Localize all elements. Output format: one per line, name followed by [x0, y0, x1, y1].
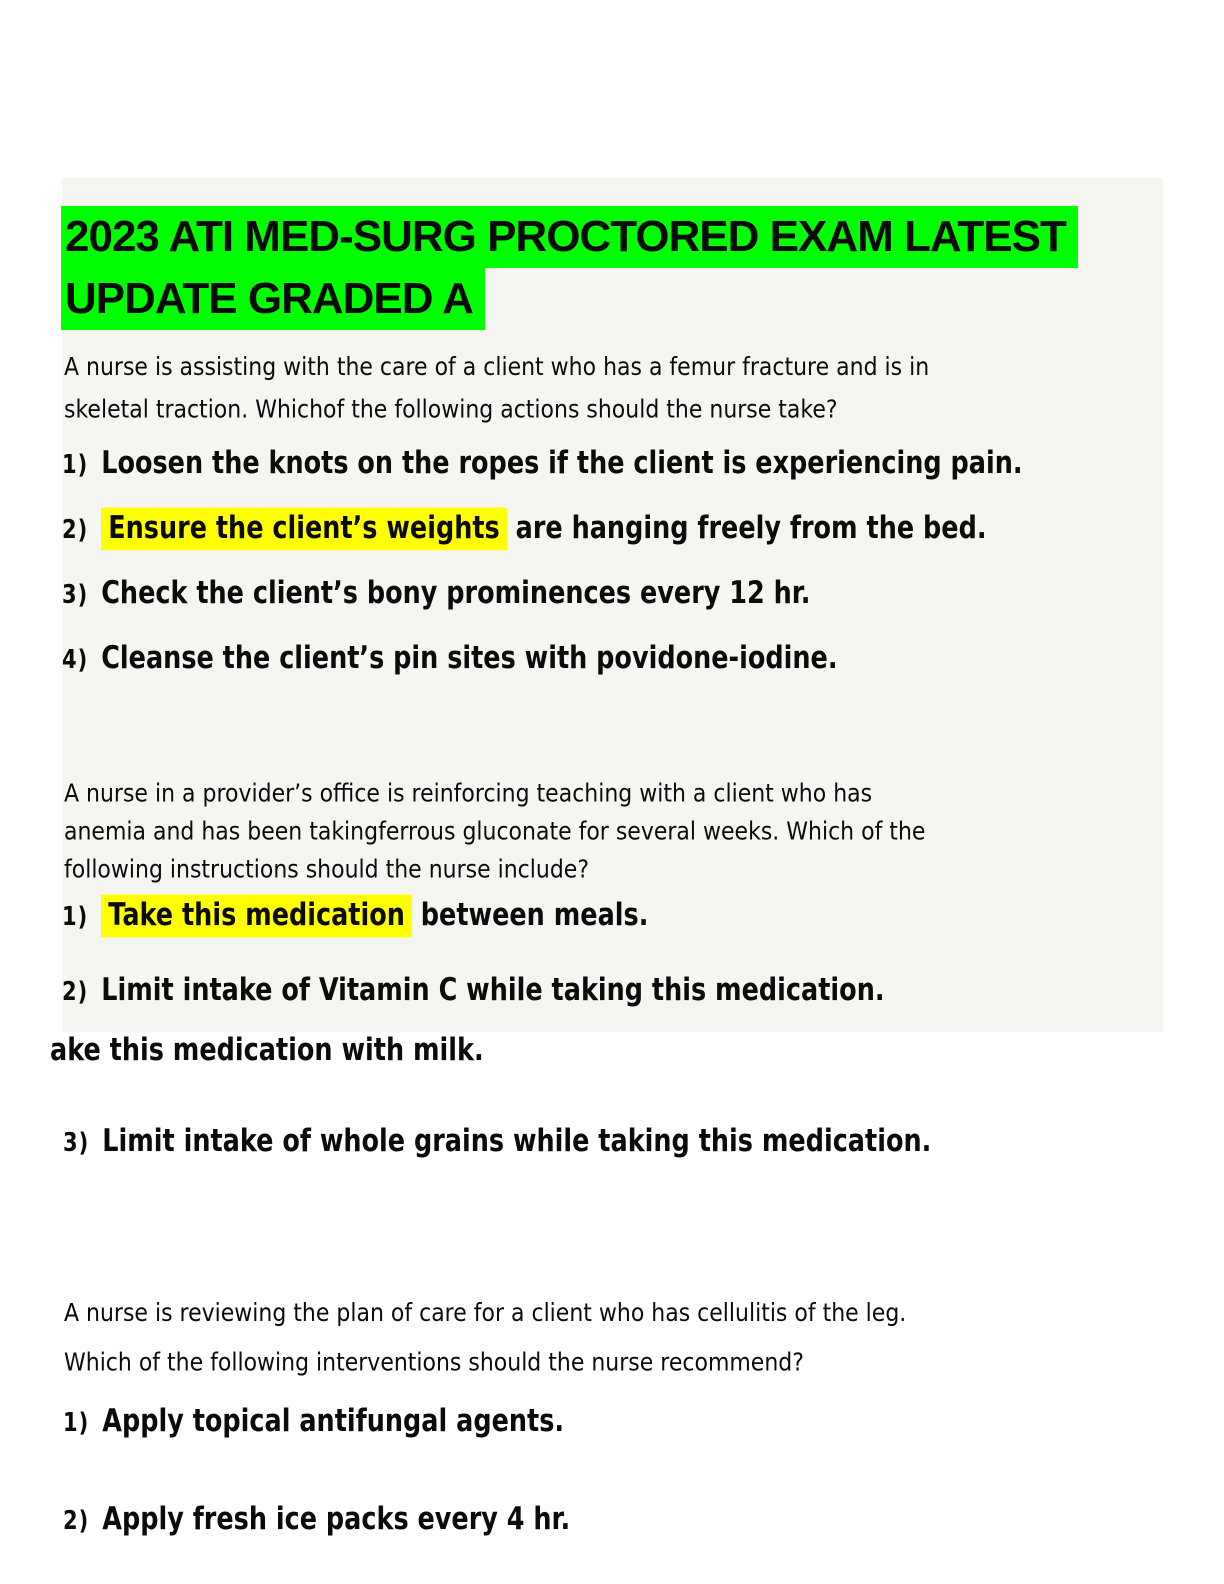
option-text: Cleanse the client’s pin sites with povidone-iodine.	[101, 640, 838, 677]
option-text: Loosen the knots on the ropes if the client is experiencing pain.	[101, 445, 1023, 482]
question-1-stem	[64, 346, 929, 431]
option-number: 2)	[62, 976, 89, 1007]
option-text: Limit intake of Vitamin C while taking this medication.	[101, 972, 885, 1009]
option-text: Apply fresh ice packs every 4 hr.	[102, 1501, 571, 1538]
question-1-stem-line-2: skeletal traction. Whichof the following actions should the nurse take?	[64, 395, 838, 425]
option-text	[101, 897, 648, 934]
option-number: 1)	[63, 1407, 90, 1438]
yellow-highlight-answer: Ensure the client’s weights	[101, 508, 507, 551]
question-1-option-2	[62, 510, 987, 548]
option-text: Check the client’s bony prominences every 12 hr.	[101, 575, 811, 612]
question-3-option-1	[63, 1403, 564, 1441]
yellow-highlight-answer: Take this medication	[101, 895, 412, 938]
option-number: 2)	[63, 1505, 90, 1536]
option-text-rest: are hanging freely from the bed.	[506, 510, 987, 547]
title-line-2-green-highlight: UPDATE GRADED A	[61, 268, 485, 330]
question-2-stem-line-2: anemia and has been takingferrous gluconate for several weeks. Which of the	[64, 817, 926, 847]
option-number: 1)	[62, 449, 89, 480]
option-number: 3)	[63, 1127, 90, 1158]
question-1-stem-line-1: A nurse is assisting with the care of a client who has a femur fracture and is in	[64, 352, 930, 382]
option-text: Apply topical antifungal agents.	[102, 1403, 565, 1440]
question-3-option-2	[63, 1501, 570, 1539]
page-title	[61, 206, 1078, 330]
option-text	[101, 510, 986, 547]
question-3-stem-line-2: Which of the following interventions should the nurse recommend?	[64, 1348, 804, 1378]
question-3-stem-line-1: A nurse is reviewing the plan of care for a client who has cellulitis of the leg.	[64, 1299, 907, 1329]
question-2-option-2	[62, 972, 885, 1010]
question-2-stem-line-3: following instructions should the nurse include?	[64, 855, 590, 885]
question-1-option-1	[62, 445, 1023, 483]
question-2-stem	[64, 775, 925, 889]
question-2-cutoff-option-text: ake this medication with milk.	[50, 1032, 484, 1069]
option-text-rest: between meals.	[411, 897, 649, 934]
question-2-stem-line-1: A nurse in a provider’s office is reinforcing teaching with a client who has	[64, 779, 873, 809]
option-number: 3)	[62, 579, 89, 610]
question-3-stem	[64, 1289, 906, 1388]
option-number: 2)	[62, 514, 89, 545]
question-1-option-4	[62, 640, 838, 678]
question-2-option-1	[62, 897, 648, 935]
option-number: 1)	[62, 901, 89, 932]
title-line-1-green-highlight: 2023 ATI MED-SURG PROCTORED EXAM LATEST	[61, 206, 1078, 268]
option-number: 4)	[62, 644, 89, 675]
question-1-option-3	[62, 575, 810, 613]
question-2-option-3	[63, 1123, 931, 1161]
option-text: Limit intake of whole grains while taking this medication.	[102, 1123, 932, 1160]
